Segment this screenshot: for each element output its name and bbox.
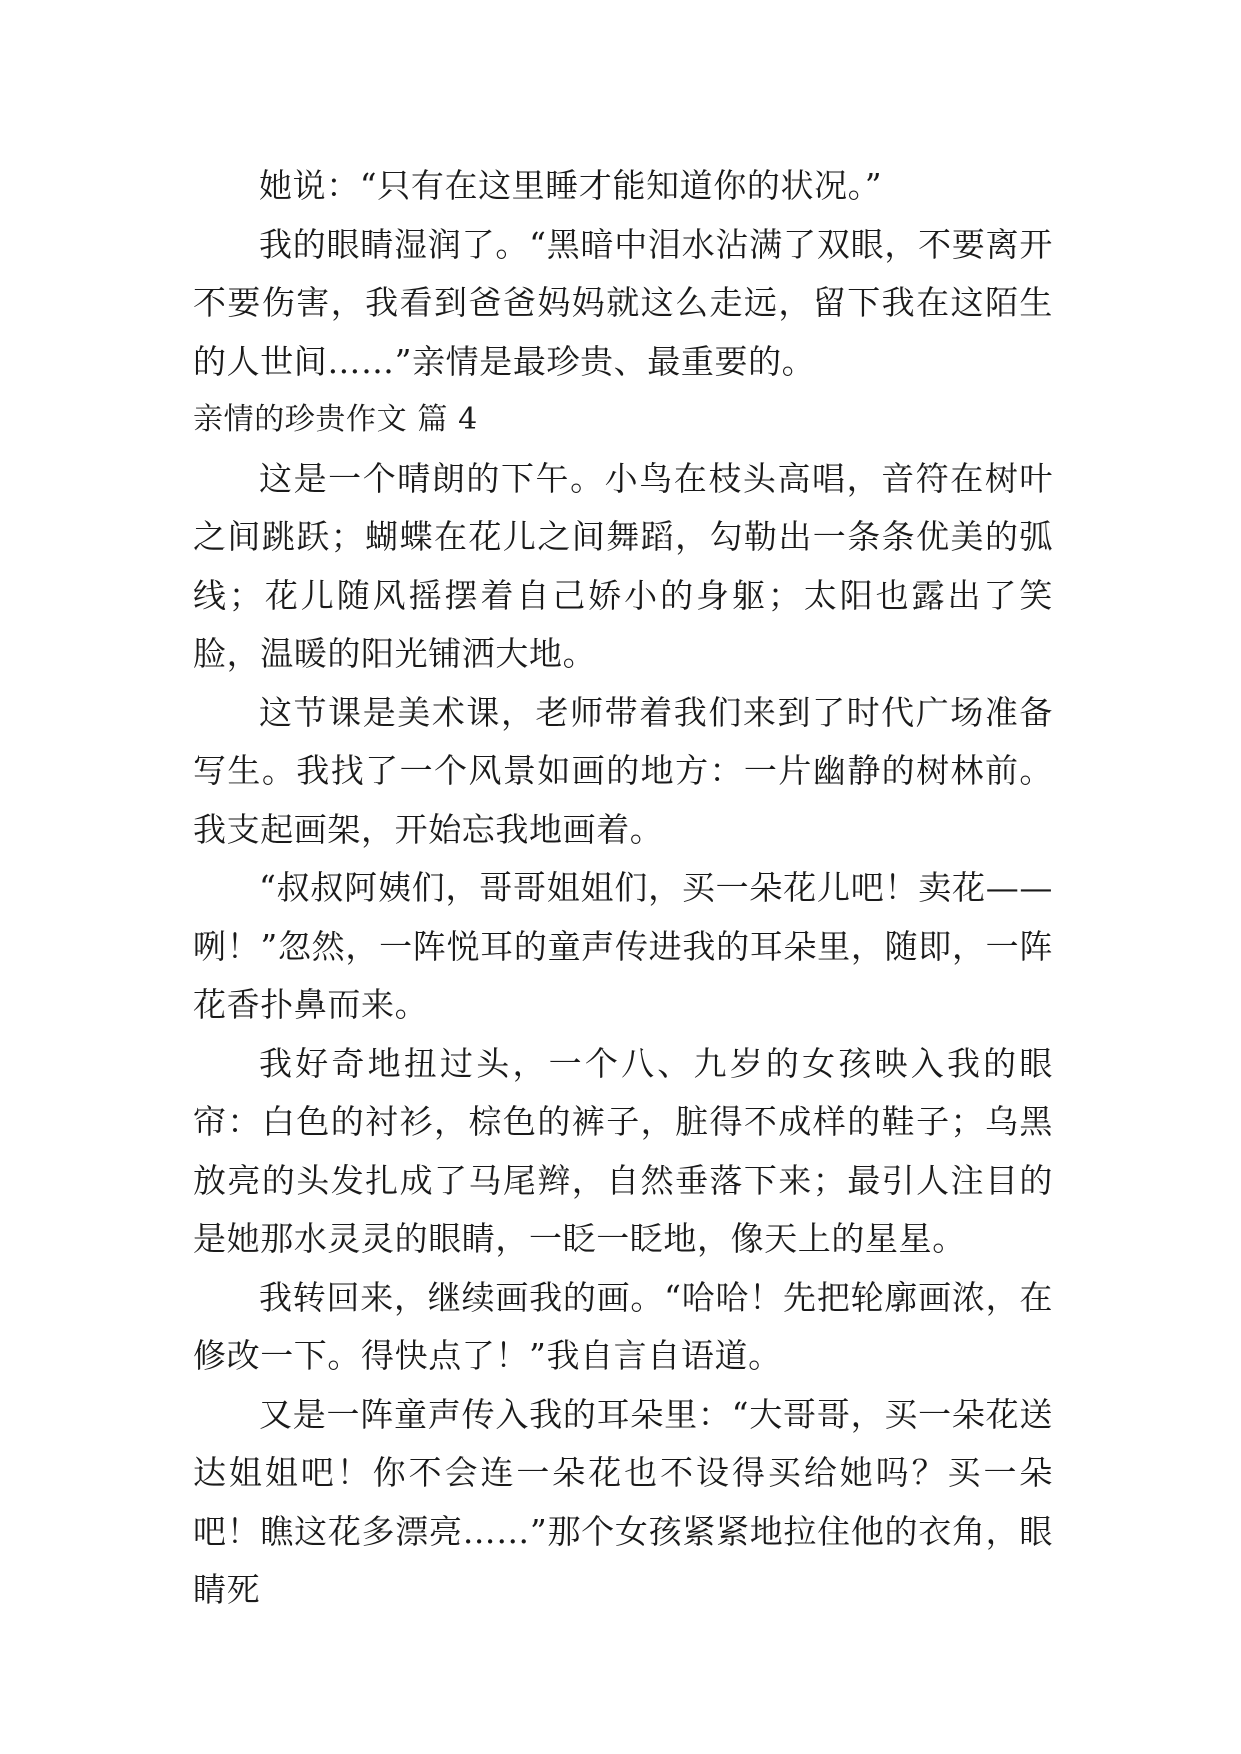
paragraph: “叔叔阿姨们，哥哥姐姐们，买一朵花儿吧！卖花——咧！”忽然，一阵悦耳的童声传进我的耳朵里，随即，一阵花香扑鼻而来。	[193, 868, 1053, 1024]
paragraph: 又是一阵童声传入我的耳朵里：“大哥哥，买一朵花送达姐姐吧！你不会连一朵花也不设得买给她吗？买一朵吧！瞧这花多漂亮……”那个女孩紧紧地拉住他的衣角，眼睛死	[193, 1394, 1053, 1609]
document-body	[193, 157, 1053, 1620]
paragraph: 这是一个晴朗的下午。小鸟在枝头高唱，音符在树叶之间跳跃；蝴蝶在花儿之间舞蹈，勾勒出一条条优美的弧线；花儿随风摇摆着自己娇小的身躯；太阳也露出了笑脸，温暖的阳光铺洒大地。	[193, 458, 1053, 673]
paragraph: 她说：“只有在这里睡才能知道你的状况。”	[259, 166, 883, 205]
section-heading: 亲情的珍贵作文 篇 4	[193, 402, 478, 437]
paragraph: 我的眼睛湿润了。“黑暗中泪水沾满了双眼，不要离开不要伤害，我看到爸爸妈妈就这么走远，留下我在这陌生的人世间……”亲情是最珍贵、最重要的。	[193, 224, 1053, 381]
paragraph: 这节课是美术课，老师带着我们来到了时代广场准备写生。我找了一个风景如画的地方：一片幽静的树林前。我支起画架，开始忘我地画着。	[193, 692, 1053, 849]
paragraph: 我好奇地扭过头，一个八、九岁的女孩映入我的眼帘：白色的衬衫，棕色的裤子，脏得不成样的鞋子；乌黑放亮的头发扎成了马尾辫，自然垂落下来；最引人注目的是她那水灵灵的眼睛，一眨一眨地，像天上的星星。	[193, 1043, 1053, 1258]
paragraph: 我转回来，继续画我的画。“哈哈！先把轮廓画浓，在修改一下。得快点了！”我自言自语道。	[193, 1277, 1053, 1375]
